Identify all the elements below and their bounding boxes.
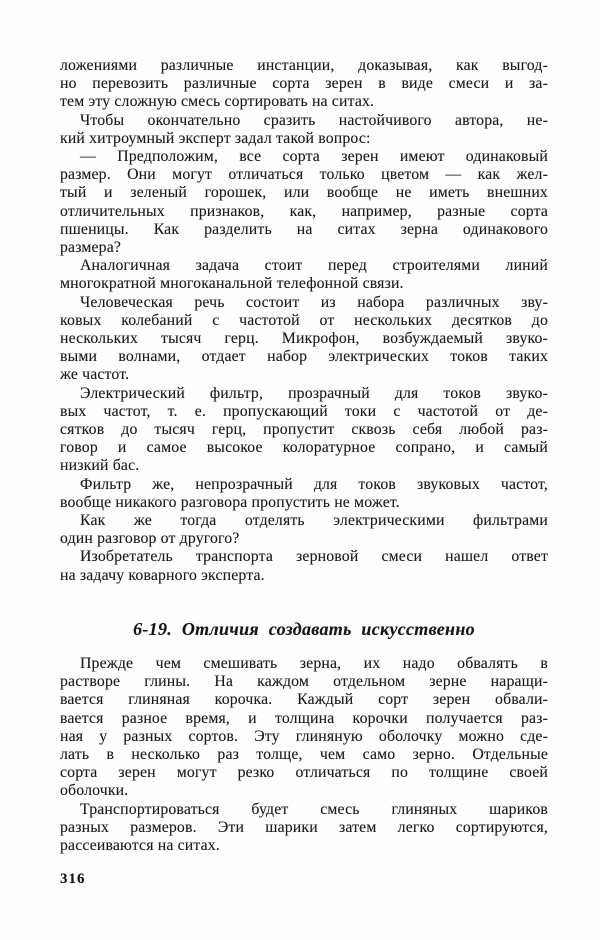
text-line: Как же тогда отделять электрическими фильтрами [80, 512, 548, 530]
text-line: один разговор от другого? [60, 530, 240, 548]
text-line: — Предположим, все сорта зерен имеют одинаковый [80, 148, 548, 166]
text-line: рассеиваются на ситах. [60, 836, 220, 854]
text-line: растворе глины. На каждом отдельном зерне наращи- [60, 673, 548, 691]
text-line: нескольких тысяч герц. Микрофон, возбуждаемый звуко- [60, 330, 548, 348]
text-line: низкий бас. [60, 457, 140, 475]
text-line: Аналогичная задача стоит перед строителями линий [80, 257, 548, 275]
section-paragraphs [60, 655, 548, 855]
text-line: Электрический фильтр, прозрачный для токов звуко- [80, 384, 548, 402]
text-line: сятков до тысяч герц, пропустит сквозь себя любой раз- [60, 421, 548, 439]
text-line: выми волнами, отдает набор электрических токов таких [60, 348, 548, 366]
text-line: же частот. [60, 366, 130, 384]
text-line: Прежде чем смешивать зерна, их надо обвалять в [80, 654, 548, 672]
text-line: тем эту сложную смесь сортировать на ситах. [60, 93, 375, 111]
text-line: оболочки. [60, 782, 129, 800]
text-line: на задачу коварного эксперта. [60, 566, 265, 584]
text-line: ковых колебаний с частотой от нескольких десятков до [60, 311, 548, 329]
text-line: многократной многоканальной телефонной связи. [60, 275, 404, 293]
page-number: 316 [60, 871, 86, 888]
text-line: отличительных признаков, как, например, разные сорта [60, 202, 548, 220]
text-line: лать в несколько раз толще, чем само зерно. Отдельные [60, 745, 548, 763]
body-paragraphs [60, 57, 548, 585]
text-line: сорта зерен могут резко отличаться по толщине своей [60, 764, 548, 782]
text-line: ная у разных сортов. Эту глиняную оболочку можно сде- [60, 727, 548, 745]
text-line: вается разное время, и толщина корочки получается раз- [60, 709, 548, 727]
text-line: кий хитроумный эксперт задал такой вопрос: [60, 129, 371, 147]
text-line: но перевозить различные сорта зерен в виде смеси и за- [60, 75, 548, 93]
text-line: ложениями различные инстанции, доказывая, как выгод- [60, 57, 548, 74]
text-block [60, 57, 548, 888]
text-line: Чтобы окончательно сразить настойчивого автора, не- [80, 111, 548, 129]
text-line: размер. Они могут отличаться только цветом — как жел- [60, 166, 548, 184]
text-line: Фильтр же, непрозрачный для токов звуковых частот, [80, 475, 548, 493]
text-line: Изобретатель транспорта зерновой смеси нашел ответ [80, 548, 548, 566]
text-line: вообще никакого разговора пропустить не может. [60, 493, 400, 511]
text-line: вых частот, т. е. пропускающий токи с частотой от де- [60, 402, 548, 420]
text-line: пшеницы. Как разделить на ситах зерна одинакового [60, 220, 548, 238]
text-line: размера? [60, 239, 122, 257]
text-line: говор и самое высокое колоратурное сопрано, и самый [60, 439, 548, 457]
text-line: Транспортироваться будет смесь глиняных шариков [80, 800, 548, 818]
text-line: Человеческая речь состоит из набора различных зву- [80, 293, 548, 311]
text-line: тый и зеленый горошек, или вообще не иметь внешних [60, 184, 548, 202]
text-line: разных размеров. Эти шарики затем легко сортируются, [60, 818, 548, 836]
section-heading: 6-19. Отличия создавать искусственно [133, 618, 475, 639]
text-line: вается глиняная корочка. Каждый сорт зерен обвали- [60, 691, 548, 709]
